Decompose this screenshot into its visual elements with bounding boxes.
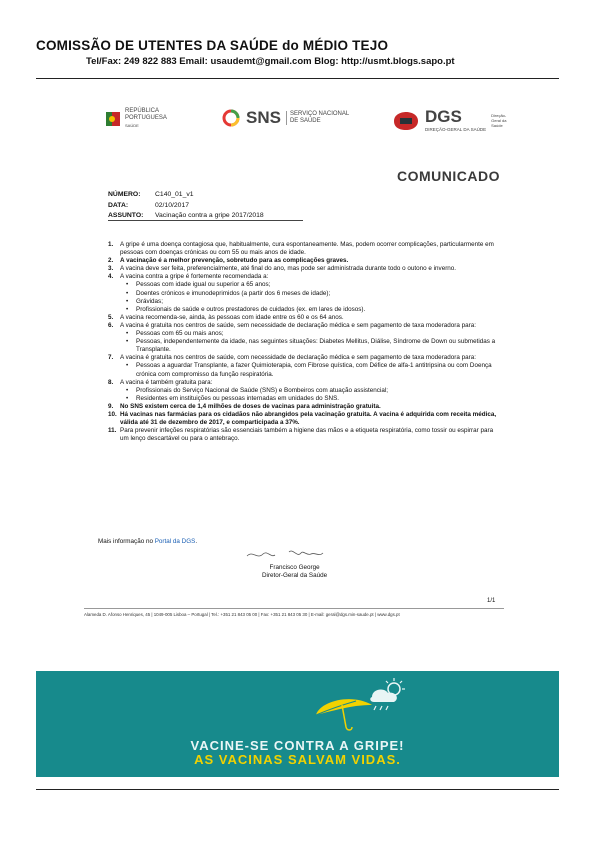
- dgs-emblem-icon: [392, 110, 420, 132]
- sub-item-text: Profissionais do Serviço Nacional de Saúde (SNS) e Bombeiros com atuação assistencial;: [136, 386, 388, 394]
- item-text: A vacina recomenda-se, ainda, às pessoas com idade entre os 60 e os 64 anos.: [120, 313, 344, 321]
- contact-line: Tel/Fax: 249 822 883 Email: usaudemt@gmail.com Blog: http://usmt.blogs.sapo.pt: [86, 56, 455, 67]
- list-item: [108, 403, 498, 411]
- item-text: A vacinação é a melhor prevenção, sobretudo para as complicações graves.: [120, 257, 349, 265]
- communique-list: [108, 241, 498, 443]
- page-number: 1/1: [487, 598, 496, 604]
- meta-subject: [108, 212, 264, 219]
- meta-value: C140_01_v1: [155, 191, 194, 198]
- sub-item: • Grávidas;: [126, 297, 163, 305]
- sub-item-text: Pessoas com idade igual ou superior a 65 anos;: [136, 281, 271, 289]
- item-text: Há vacinas nas farmácias para os cidadãos não abrangidos pela vacinação gratuita. A vacina é adquirida com receita médica, válida até 31 de dezembro de 2017, e comparticipada a 37%.: [120, 410, 497, 427]
- more-info-text: Mais informação no: [98, 538, 153, 545]
- sub-item-text: Grávidas;: [136, 297, 163, 305]
- sub-item: • Residentes em instituições ou pessoas internadas em unidades do SNS.: [126, 394, 340, 402]
- banner-slogan-2: AS VACINAS SALVAM VIDAS.: [194, 752, 401, 767]
- dgs-text: DIREÇÃO-GERAL DA SAÚDE: [425, 127, 487, 132]
- item-text: A vacina contra a gripe é fortemente recomendada a:: [120, 273, 269, 281]
- sub-item: • Pessoas com idade igual ou superior a 65 anos;: [126, 281, 271, 289]
- item-number: 1.: [108, 241, 114, 248]
- dgs-side-text: Direção-Geral da Saúde: [491, 113, 507, 128]
- item-number: 5.: [108, 313, 114, 321]
- list-item: [108, 411, 498, 427]
- item-number: 8.: [108, 378, 114, 386]
- signer-block: [262, 564, 327, 579]
- meta-value: Vacinação contra a gripe 2017/2018: [155, 212, 264, 219]
- item-text: No SNS existem cerca de 1,4 milhões de doses de vacinas para administração gratuita.: [120, 402, 381, 410]
- sub-item: • Profissionais do Serviço Nacional de Saúde (SNS) e Bombeiros com atuação assistencial;: [126, 386, 388, 394]
- list-item: [108, 379, 498, 387]
- list-item: [108, 314, 498, 322]
- umbrella-weather-icon: [276, 675, 416, 735]
- sub-item-text: Doentes crónicos e imunodeprimidos (a partir dos 6 meses de idade);: [136, 289, 331, 297]
- republica-logo: [106, 108, 167, 129]
- banner-slogan-1: VACINE-SE CONTRA A GRIPE!: [190, 738, 405, 753]
- item-number: 11.: [108, 427, 117, 435]
- item-text: A vacina é gratuita nos centros de saúde, com necessidade de declaração médica e sem pagamento de taxa moderadora para:: [120, 354, 476, 362]
- dgs-logo: [392, 108, 507, 133]
- sub-item: • Pessoas a aguardar Transplante, a fazer Quimioterapia, com Fibrose quística, com Défice de alfa-1 antitripsina ou com Doença crónica com compromisso da função respiratória.: [108, 362, 498, 378]
- sns-text-1: SERVIÇO NACIONAL: [289, 111, 350, 117]
- sub-item-text: Pessoas a aguardar Transplante, a fazer Quimioterapia, com Fibrose quística, com Défice de alfa-1 antitripsina ou com Doença crónica com compromisso da função respiratória.: [136, 362, 492, 378]
- flag-emblem-icon: [106, 110, 120, 128]
- item-number: 4.: [108, 273, 114, 281]
- list-item: [108, 427, 498, 443]
- item-text: Para prevenir infeções respiratórias são essenciais também a higiene das mãos e a etiqueta respiratória, como tossir ou espirrar para um lenço descartável ou para o antebraço.: [120, 427, 494, 443]
- footer-divider: [84, 608, 504, 609]
- sns-wordmark: SNS: [246, 108, 281, 127]
- association-title: COMISSÃO DE UTENTES DA SAÚDE do MÉDIO TEJO: [36, 38, 389, 53]
- item-text: A vacina é gratuita nos centros de saúde, sem necessidade de declaração médica e sem pagamento de taxa moderadora para:: [120, 321, 476, 329]
- sub-item: • Pessoas, independentemente da idade, nas seguintes situações: Diabetes Mellitus, Diálise, Síndrome de Down ou submetidas a Transplante.: [108, 338, 498, 354]
- sns-text-2: DE SAÚDE: [289, 118, 321, 124]
- sub-item-text: Profissionais de saúde e outros prestadores de cuidados (ex. em lares de idosos).: [136, 305, 366, 313]
- sns-ring-icon: [221, 108, 241, 128]
- footer-address: Alameda D. Afonso Henriques, 45 | 1049-005 Lisboa – Portugal | Tel.: +351 21 843 05 00 | Fax: +351 21 843 05 30 | E-mail: geral@dgs.min-saude.pt | www.dgs.pt: [84, 612, 400, 617]
- sub-item: • Doentes crónicos e imunodeprimidos (a partir dos 6 meses de idade);: [126, 289, 331, 297]
- list-item: [108, 354, 498, 362]
- item-number: 2.: [108, 257, 114, 265]
- sub-item: • Pessoas com 65 ou mais anos;: [126, 330, 224, 338]
- sub-item-text: Pessoas com 65 ou mais anos;: [136, 330, 224, 338]
- meta-divider: [108, 220, 303, 221]
- document-heading: COMUNICADO: [397, 168, 500, 184]
- meta-date: [108, 202, 189, 209]
- list-item: [108, 322, 498, 330]
- more-info: Mais informação no Portal da DGS.: [98, 538, 198, 545]
- item-text: A vacina é também gratuita para:: [120, 378, 213, 386]
- sub-item: • Profissionais de saúde e outros prestadores de cuidados (ex. em lares de idosos).: [126, 305, 366, 313]
- republica-text-1: REPÚBLICA: [125, 108, 160, 114]
- bottom-divider: [36, 789, 559, 790]
- meta-label: ASSUNTO:: [108, 212, 144, 219]
- list-item: [108, 257, 498, 265]
- meta-value: 02/10/2017: [155, 202, 190, 209]
- sub-item-text: Residentes em instituições ou pessoas internadas em unidades do SNS.: [136, 394, 340, 402]
- sns-logo: [221, 108, 349, 128]
- item-number: 3.: [108, 265, 114, 273]
- item-number: 9.: [108, 402, 114, 410]
- meta-label: NÚMERO:: [108, 191, 141, 198]
- item-text: A gripe é uma doença contagiosa que, habitualmente, cura espontaneamente. Mas, podem ocorrer complicações, particularmente em pessoas com doenças crónicas ou com 55 ou mais anos de idade.: [120, 241, 494, 257]
- handwritten-signature: [245, 544, 325, 564]
- list-item: [108, 273, 498, 281]
- item-text: A vacina deve ser feita, preferencialmente, até final do ano, mas pode ser administrada durante todo o outono e inverno.: [120, 265, 457, 273]
- item-number: 10.: [108, 410, 117, 418]
- item-number: 7.: [108, 354, 114, 362]
- dgs-portal-link[interactable]: Portal da DGS: [154, 538, 196, 545]
- item-number: 6.: [108, 321, 114, 329]
- header-divider: [36, 78, 559, 79]
- republica-text-2: PORTUGUESA: [125, 115, 167, 121]
- sub-item-text: Pessoas, independentemente da idade, nas seguintes situações: Diabetes Mellitus, Diálise, Síndrome de Down ou submetidas a Transplante.: [136, 338, 496, 354]
- meta-number: [108, 191, 194, 198]
- campaign-banner: [36, 671, 559, 777]
- signer-name: Francisco George: [269, 564, 320, 571]
- dgs-wordmark: DGS: [425, 107, 462, 126]
- meta-label: DATA:: [108, 202, 129, 209]
- republica-text-3: SAÚDE: [125, 123, 139, 128]
- signer-role: Diretor-Geral da Saúde: [262, 571, 328, 579]
- list-item: [108, 241, 498, 257]
- list-item: [108, 265, 498, 273]
